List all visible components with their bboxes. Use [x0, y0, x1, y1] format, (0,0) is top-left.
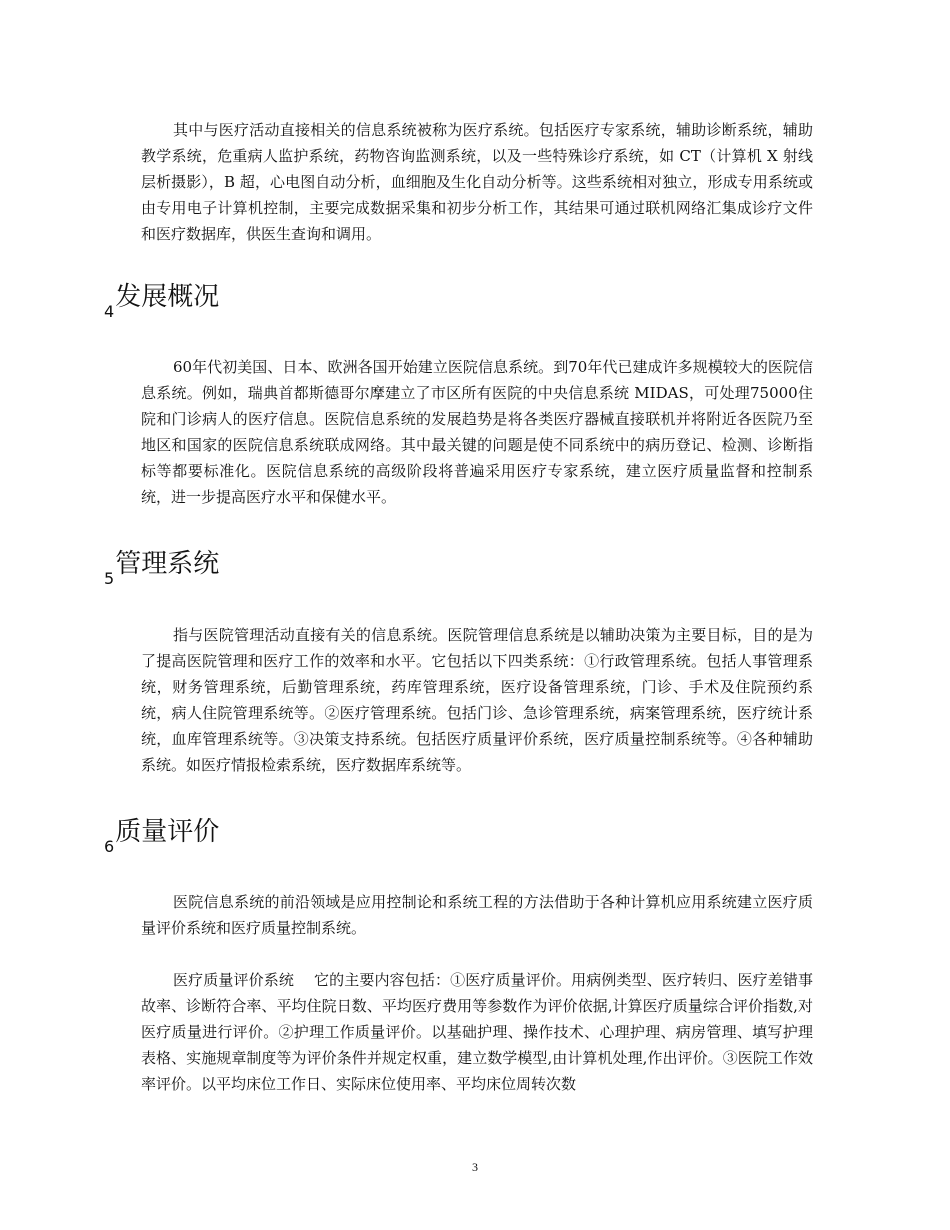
- section-title: 管理系统: [115, 549, 220, 579]
- section-number: 5: [104, 569, 115, 588]
- paragraph-quality-evaluation: 医疗质量评价系统 它的主要内容包括：①医疗质量评价。用病例类型、医疗转归、医疗差错事故率、诊断符合率、平均住院日数、平均医疗费用等参数作为评价依据,计算医疗质量综合评价指数,对医疗质量进行评价。②护理工作质量评价。以基础护理、操作技术、心理护理、病房管理、填写护理表格、实施规章制度等为评价条件并规定权重，建立数学模型,由计算机处理,作出评价。③医院工作效率评价。以平均床位工作日、实际床位使用率、平均床位周转次数: [141, 971, 813, 1093]
- section-number: 6: [104, 837, 115, 856]
- paragraph-development: 60年代初美国、日本、欧洲各国开始建立医院信息系统。到70年代已建成许多规模较大的医院信息系统。例如，瑞典首都斯德哥尔摩建立了市区所有医院的中央信息系统 MIDAS，可处理75000住院和门诊病人的医疗信息。医院信息系统的发展趋势是将各类医疗器械直接联机并将附近各医院乃至地区和国家的医院信息系统联成网络。其中最关键的问题是使不同系统中的病历登记、检测、诊断指标等都要标准化。医院信息系统的高级阶段将普遍采用医疗专家系统，建立医疗质量监督和控制系统，进一步提高医疗水平和保健水平。: [141, 358, 813, 506]
- section-heading-management: [104, 547, 220, 588]
- section-number: 4: [104, 302, 115, 321]
- section-heading-development: [104, 280, 220, 321]
- paragraph-quality-intro: 医院信息系统的前沿领域是应用控制论和系统工程的方法借助于各种计算机应用系统建立医疗质量评价系统和医疗质量控制系统。: [141, 893, 813, 937]
- section-title: 发展概况: [115, 282, 220, 312]
- section-heading-quality: [104, 815, 220, 856]
- paragraph-management: 指与医院管理活动直接有关的信息系统。医院管理信息系统是以辅助决策为主要目标，目的是为了提高医院管理和医疗工作的效率和水平。它包括以下四类系统：①行政管理系统。包括人事管理系统，财务管理系统，后勤管理系统，药库管理系统，医疗设备管理系统，门诊、手术及住院预约系统，病人住院管理系统等。②医疗管理系统。包括门诊、急诊管理系统，病案管理系统，医疗统计系统，血库管理系统等。③决策支持系统。包括医疗质量评价系统，医疗质量控制系统等。④各种辅助系统。如医疗情报检索系统，医疗数据库系统等。: [141, 626, 813, 774]
- paragraph-medical-systems: 其中与医疗活动直接相关的信息系统被称为医疗系统。包括医疗专家系统，辅助诊断系统，辅助教学系统，危重病人监护系统，药物咨询监测系统，以及一些特殊诊疗系统，如 CT（计算机 X 射线层析摄影），B 超，心电图自动分析，血细胞及生化自动分析等。这些系统相对独立，形成专用系统或由专用电子计算机控制，主要完成数据采集和初步分析工作，其结果可通过联机网络汇集成诊疗文件和医疗数据库，供医生查询和调用。: [141, 121, 813, 243]
- page-number: 3: [472, 1160, 478, 1174]
- section-title: 质量评价: [115, 817, 220, 847]
